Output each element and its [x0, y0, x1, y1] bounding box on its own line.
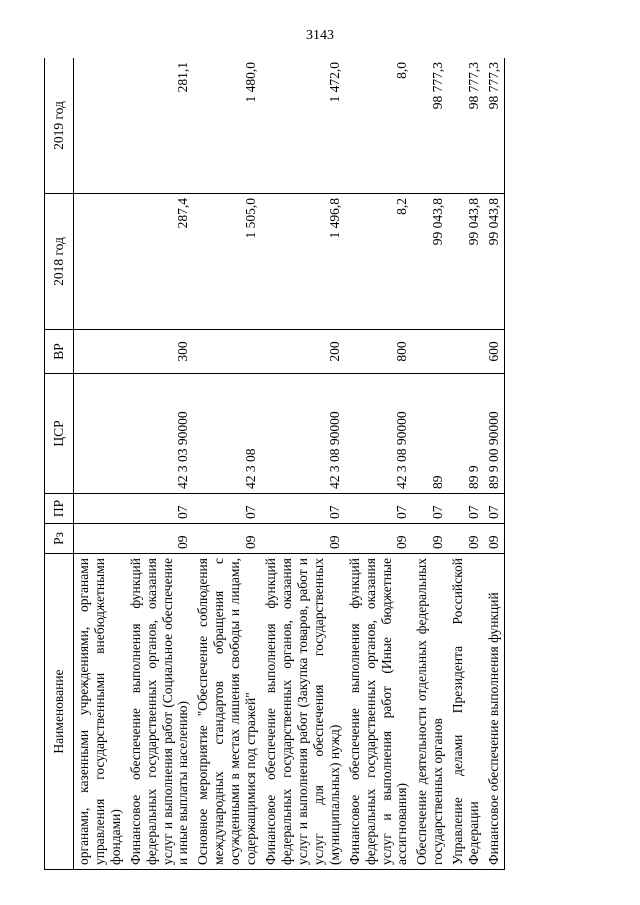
row-name: Финансовое обеспечение выполнения функций федеральных государственных органов, оказания услуг и выполнения работ (Иные бюджетные ассигнования) [345, 554, 413, 870]
row-name: Финансовое обеспечение выполнения функций федеральных государственных органов, оказания услуг и выполнения работ (Социальное обеспечение и иные выплаты населению) [126, 554, 194, 870]
row-rz: 09 [484, 524, 504, 554]
header-csr: ЦСР [45, 374, 74, 494]
row-csr: 42 3 08 [193, 374, 261, 494]
row-vr: 300 [126, 330, 194, 374]
row-2019: 1 480,0 [193, 58, 261, 194]
row-name: Управление делами Президента Российской Федерации [448, 554, 484, 870]
header-2019: 2019 год [45, 58, 74, 194]
row-vr: 200 [261, 330, 345, 374]
row-pr: 07 [448, 494, 484, 524]
row-2019: 8,0 [345, 58, 413, 194]
row-2018: 1 505,0 [193, 194, 261, 330]
row-pr: 07 [126, 494, 194, 524]
row-rz: 09 [261, 524, 345, 554]
row-pr: 07 [484, 494, 504, 524]
row-vr: 800 [345, 330, 413, 374]
row-csr: 89 9 00 90000 [484, 374, 504, 494]
row-2019: 98 777,3 [484, 58, 504, 194]
row-pr: 07 [345, 494, 413, 524]
header-rz: Рз [45, 524, 74, 554]
table-row [193, 58, 261, 870]
row-2019 [73, 58, 125, 194]
row-2018 [73, 194, 125, 330]
row-pr: 07 [412, 494, 448, 524]
row-csr: 89 9 [448, 374, 484, 494]
row-2018: 8,2 [345, 194, 413, 330]
row-2018: 1 496,8 [261, 194, 345, 330]
row-2019: 1 472,0 [261, 58, 345, 194]
table-row [345, 58, 413, 870]
row-vr [412, 330, 448, 374]
row-2018: 287,4 [126, 194, 194, 330]
page-number: 3143 [306, 28, 334, 43]
row-csr: 42 3 03 90000 [126, 374, 194, 494]
row-2018: 99 043,8 [448, 194, 484, 330]
table-row [261, 58, 345, 870]
row-rz: 09 [126, 524, 194, 554]
row-pr: 07 [261, 494, 345, 524]
header-2018: 2018 год [45, 194, 74, 330]
row-name: Финансовое обеспечение выполнения функций федеральных государственных органов, оказания услуг и выполнения работ (Закупка товаров, работ и услуг для обеспечения государственных (муниципальных) нужд) [261, 554, 345, 870]
row-name: Обеспечение деятельности отдельных федеральных государственных органов [412, 554, 448, 870]
row-csr: 42 3 08 90000 [261, 374, 345, 494]
row-2019: 98 777,3 [448, 58, 484, 194]
row-rz: 09 [193, 524, 261, 554]
row-csr [73, 374, 125, 494]
rotated-table-canvas [44, 58, 604, 870]
row-name: Основное мероприятие "Обеспечение соблюдения международных стандартов обращения с осужденными в местах лишения свободы и лицами, содержащимися под стражей" [193, 554, 261, 870]
table-row [484, 58, 504, 870]
row-pr: 07 [193, 494, 261, 524]
table-row [126, 58, 194, 870]
row-2019: 281,1 [126, 58, 194, 194]
header-vr: ВР [45, 330, 74, 374]
table-row [448, 58, 484, 870]
row-vr [73, 330, 125, 374]
row-vr [448, 330, 484, 374]
header-name: Наименование [45, 554, 74, 870]
row-csr: 89 [412, 374, 448, 494]
row-name: органами, казенными учреждениями, органами управления государственными внебюджетными фондами) [73, 554, 125, 870]
row-2018: 99 043,8 [412, 194, 448, 330]
row-rz: 09 [345, 524, 413, 554]
table-row [73, 58, 125, 870]
row-rz [73, 524, 125, 554]
row-2019: 98 777,3 [412, 58, 448, 194]
table-header-row [45, 58, 74, 870]
row-rz: 09 [448, 524, 484, 554]
row-vr [193, 330, 261, 374]
header-pr: ПР [45, 494, 74, 524]
rotated-table-container [44, 58, 604, 870]
row-vr: 600 [484, 330, 504, 374]
row-csr: 42 3 08 90000 [345, 374, 413, 494]
budget-table [44, 58, 505, 870]
row-rz: 09 [412, 524, 448, 554]
row-pr [73, 494, 125, 524]
table-row [412, 58, 448, 870]
row-2018: 99 043,8 [484, 194, 504, 330]
row-name: Финансовое обеспечение выполнения функций [484, 554, 504, 870]
